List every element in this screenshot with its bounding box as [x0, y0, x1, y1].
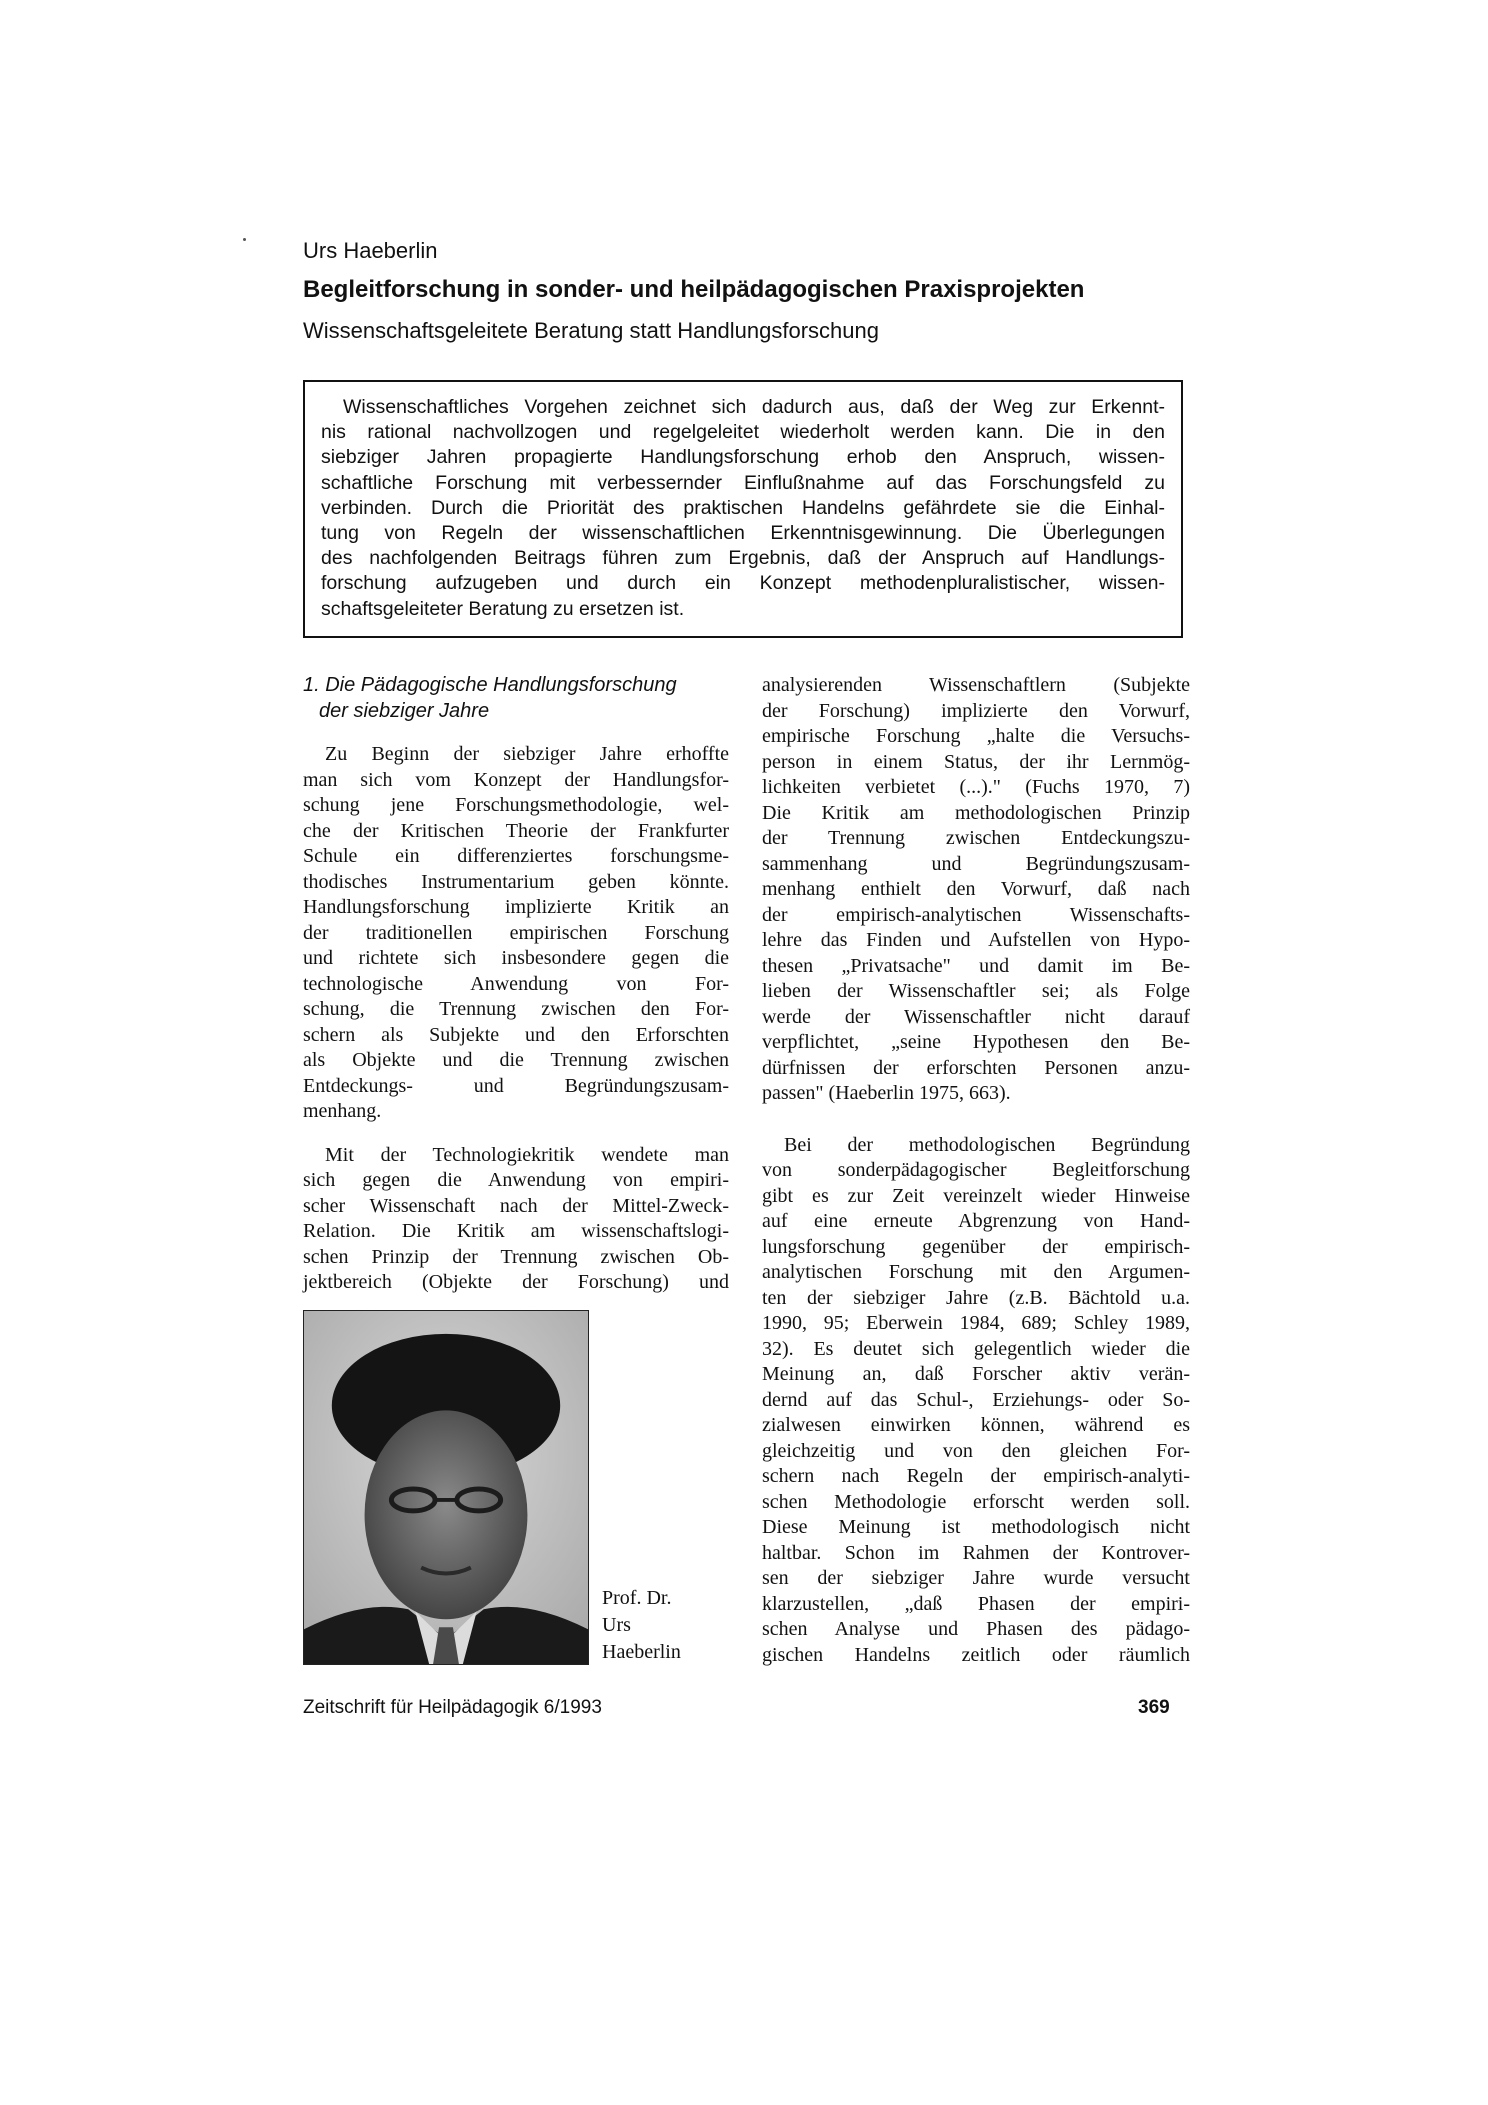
text-line: klarzustellen, „daß Phasen der empiri-: [762, 1592, 1190, 1615]
text-line: lieben der Wissenschaftler sei; als Folge: [762, 980, 1190, 1002]
text-line: sen der siebziger Jahre wurde versucht: [762, 1567, 1190, 1589]
text-line: lungsforschung gegenüber der empirisch-: [762, 1235, 1190, 1258]
abstract-line: siebziger Jahren propagierte Handlungsforschung erhob den Anspruch, wissen-: [321, 446, 1165, 469]
text-line: und richtete sich insbesondere gegen die: [303, 947, 729, 969]
abstract-line: Wissenschaftliches Vorgehen zeichnet sich dadurch aus, daß der Weg zur Erkennt-: [343, 396, 1165, 418]
text-line: schung, die Trennung zwischen den For-: [303, 998, 729, 1020]
text-line: Diese Meinung ist methodologisch nicht: [762, 1516, 1190, 1538]
text-line: werde der Wissenschaftler nicht darauf: [762, 1005, 1190, 1028]
section-heading: 1. Die Pädagogische Handlungsforschung: [303, 674, 677, 696]
text-line: person in einem Status, der ihr Lernmög-: [762, 750, 1190, 773]
text-line: dürfnissen der erforschten Personen anzu-: [762, 1056, 1190, 1079]
text-line: auf eine erneute Abgrenzung von Hand-: [762, 1210, 1190, 1232]
text-line: Die Kritik am methodologischen Prinzip: [762, 801, 1190, 824]
caption-line: Prof. Dr.: [602, 1587, 672, 1609]
text-line: Meinung an, daß Forscher aktiv verän-: [762, 1363, 1190, 1385]
text-line: Bei der methodologischen Begründung: [784, 1133, 1190, 1156]
text-line: schen Methodologie erforscht werden soll.: [762, 1490, 1190, 1513]
text-line: analytischen Forschung mit den Argumen-: [762, 1261, 1190, 1283]
text-line: passen" (Haeberlin 1975, 663).: [762, 1082, 1011, 1104]
text-line: der Forschung) implizierte den Vorwurf,: [762, 699, 1190, 722]
left-column: [303, 673, 729, 1296]
text-line: verpflichtet, „seine Hypothesen den Be-: [762, 1031, 1190, 1053]
article-title: Begleitforschung in sonder- und heilpädagogischen Praxisprojekten: [303, 276, 1085, 303]
text-line: scher Wissenschaft nach der Mittel-Zweck-: [303, 1194, 729, 1217]
caption-line: Haeberlin: [602, 1641, 681, 1663]
text-line: sammenhang und Begründungszusam-: [762, 852, 1190, 875]
text-line: empirische Forschung „halte die Versuchs-: [762, 725, 1190, 747]
abstract-line: tung von Regeln der wissenschaftlichen Erkenntnisgewinnung. Die Überlegungen: [321, 521, 1165, 544]
photo-caption: [602, 1585, 681, 1666]
abstract-line: schaftsgeleiteter Beratung zu ersetzen ist.: [321, 597, 685, 620]
text-line: sich gegen die Anwendung von empiri-: [303, 1169, 729, 1191]
text-line: zialwesen einwirken können, während es: [762, 1414, 1190, 1436]
text-line: technologische Anwendung von For-: [303, 972, 729, 995]
text-line: menhang.: [303, 1100, 382, 1122]
abstract-line: schaftliche Forschung mit verbessernder Einflußnahme auf das Forschungsfeld zu: [321, 471, 1165, 494]
caption-line: Urs: [602, 1614, 631, 1636]
text-line: schung jene Forschungsmethodologie, wel-: [303, 794, 729, 816]
abstract-box: [303, 380, 1183, 638]
text-line: Schule ein differenziertes forschungsme-: [303, 845, 729, 867]
text-line: schern als Subjekte und den Erforschten: [303, 1023, 729, 1046]
paragraph: [762, 673, 1190, 1107]
abstract-line: des nachfolgenden Beitrags führen zum Ergebnis, daß der Anspruch auf Handlungs-: [321, 547, 1165, 570]
text-line: analysierenden Wissenschaftlern (Subjekte: [762, 674, 1190, 696]
abstract-line: forschung aufzugeben und durch ein Konzept methodenpluralistischer, wissen-: [321, 572, 1165, 595]
text-line: schen Prinzip der Trennung zwischen Ob-: [303, 1245, 729, 1268]
text-line: schen Analyse und Phasen des pädago-: [762, 1618, 1190, 1640]
text-line: menhang enthielt den Vorwurf, daß nach: [762, 878, 1190, 900]
text-line: schern nach Regeln der empirisch-analyti-: [762, 1465, 1190, 1487]
text-line: lichkeiten verbietet (...)." (Fuchs 1970, 7): [762, 776, 1190, 798]
page-number: 369: [1138, 1697, 1170, 1718]
text-line: jektbereich (Objekte der Forschung) und: [303, 1271, 729, 1293]
text-line: Handlungsforschung implizierte Kritik an: [303, 896, 729, 918]
text-line: der empirisch-analytischen Wissenschafts-: [762, 903, 1190, 926]
text-line: gibt es zur Zeit vereinzelt wieder Hinweise: [762, 1184, 1190, 1207]
abstract-line: verbinden. Durch die Priorität des praktischen Handelns gefährdete sie die Einhal-: [321, 496, 1165, 519]
text-line: gischen Handelns zeitlich oder räumlich: [762, 1643, 1190, 1666]
right-column: [762, 673, 1190, 1668]
paragraph: [303, 742, 729, 1125]
text-line: der Trennung zwischen Entdeckungszu-: [762, 827, 1190, 849]
author-portrait-photo: [303, 1310, 589, 1665]
journal-footer: Zeitschrift für Heilpädagogik 6/1993: [303, 1697, 602, 1718]
paragraph: [303, 1143, 729, 1296]
text-line: che der Kritischen Theorie der Frankfurter: [303, 819, 729, 842]
abstract-line: nis rational nachvollzogen und regelgeleitet wiederholt werden kann. Die in den: [321, 421, 1165, 444]
text-line: ten der siebziger Jahre (z.B. Bächtold u.a.: [762, 1286, 1190, 1309]
article-subtitle: Wissenschaftsgeleitete Beratung statt Handlungsforschung: [303, 318, 879, 343]
text-line: der traditionellen empirischen Forschung: [303, 921, 729, 944]
text-line: lehre das Finden und Aufstellen von Hypo-: [762, 929, 1190, 951]
text-line: gleichzeitig und von den gleichen For-: [762, 1439, 1190, 1462]
paragraph: [762, 1133, 1190, 1669]
text-line: von sonderpädagogischer Begleitforschung: [762, 1159, 1190, 1181]
text-line: Entdeckungs- und Begründungszusam-: [303, 1074, 729, 1097]
text-line: Zu Beginn der siebziger Jahre erhoffte: [325, 743, 729, 765]
scan-speck: [243, 238, 246, 241]
text-line: haltbar. Schon im Rahmen der Kontrover-: [762, 1541, 1190, 1564]
text-line: Relation. Die Kritik am wissenschaftslogi-: [303, 1220, 729, 1242]
text-line: Mit der Technologiekritik wendete man: [325, 1143, 729, 1166]
section-heading-cont: der siebziger Jahre: [319, 699, 490, 722]
text-line: dernd auf das Schul-, Erziehungs- oder So-: [762, 1388, 1190, 1411]
text-line: 32). Es deutet sich gelegentlich wieder die: [762, 1337, 1190, 1360]
text-line: 1990, 95; Eberwein 1984, 689; Schley 1989,: [762, 1312, 1190, 1334]
article-author: Urs Haeberlin: [303, 238, 438, 263]
text-line: thesen „Privatsache" und damit im Be-: [762, 954, 1190, 977]
text-line: als Objekte und die Trennung zwischen: [303, 1049, 729, 1071]
text-line: man sich vom Konzept der Handlungsfor-: [303, 768, 729, 791]
text-line: thodisches Instrumentarium geben könnte.: [303, 870, 729, 893]
